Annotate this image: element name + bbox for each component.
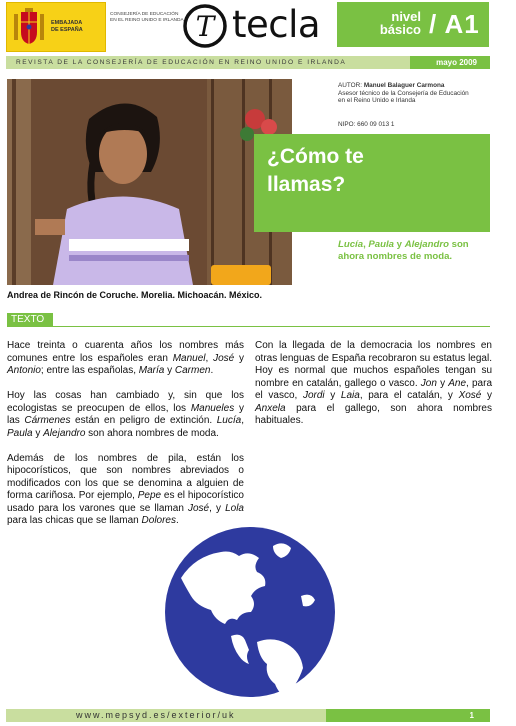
author-line: [338, 82, 490, 90]
level-badge: [337, 2, 489, 47]
coat-of-arms-icon: [12, 8, 46, 46]
name-run: Manueles: [190, 402, 235, 414]
author-name: Manuel Balaguer Carmona: [363, 82, 445, 89]
subtitle-separator-2: y: [394, 239, 405, 250]
name-run: Dolores: [141, 515, 176, 526]
level-word-2: básico: [379, 22, 421, 37]
paragraph-4: [255, 340, 492, 428]
text-run: Hace treinta o cuarenta años los nombres más comunes entre los españoles eran: [7, 340, 244, 364]
section-divider: [53, 326, 490, 327]
embassy-line-1: EMBAJADA: [51, 20, 83, 26]
level-word-1: nivel: [391, 9, 421, 24]
embassy-name: [51, 20, 105, 34]
name-run: Lola: [225, 502, 244, 514]
text-run: es el hipocorístico usado para los varones que se llaman: [7, 490, 244, 514]
text-run: y: [436, 377, 449, 389]
text-run: son ahora nombres de moda.: [85, 427, 219, 439]
body-column-left: [7, 340, 244, 540]
text-run: y: [324, 390, 341, 401]
article-subtitle: [338, 239, 490, 263]
tecla-logo-letter: T: [195, 10, 215, 43]
text-run: para el gallego, son ahora nombres habituales.: [255, 402, 492, 426]
text-run: ,: [241, 415, 244, 426]
text-run: están en peligro de extinción.: [70, 415, 217, 426]
issue-date: mayo 2009: [410, 56, 490, 69]
name-run: José: [187, 502, 210, 514]
text-run: Hoy las cosas han cambiado y, sin que los ecologistas se preocupen de ellos, los: [7, 390, 244, 414]
paragraph-1: [7, 340, 244, 378]
level-code: / A1: [429, 9, 480, 39]
name-run: Alejandro: [43, 427, 86, 439]
subtitle-rest: son ahora nombres de moda.: [338, 239, 469, 262]
consejeria-line-1: CONSEJERÍA DE EDUCACIÓN: [110, 12, 179, 17]
name-run: Lucía: [216, 415, 242, 426]
level-label: [377, 10, 421, 36]
name-run: Anxela: [255, 402, 286, 414]
globe-icon: [161, 526, 339, 698]
text-run: , para el catalán, y: [359, 390, 459, 401]
page-number: 1: [326, 709, 490, 722]
text-run: y las: [7, 402, 244, 426]
article-title-line-2: llamas?: [267, 173, 346, 196]
consejeria-line-2: EN EL REINO UNIDO E IRLANDA: [110, 18, 184, 23]
magazine-name: tecla: [232, 3, 321, 46]
author-block: [338, 82, 490, 105]
name-run: Carmen: [174, 365, 211, 376]
text-run: , y: [209, 502, 226, 514]
name-run: María: [138, 365, 165, 376]
name-run: Jordi: [302, 390, 325, 401]
tagline-strip: [6, 56, 490, 69]
body-column-right: [255, 340, 492, 440]
name-run: Xosé: [458, 390, 482, 401]
text-run: y: [164, 365, 175, 376]
tecla-logo-icon: [182, 3, 228, 49]
text-run: y: [481, 390, 492, 401]
name-run: Laia: [340, 390, 360, 401]
article-title-line-1: ¿Cómo te: [267, 145, 364, 168]
subtitle-name-2: Paula: [368, 239, 395, 250]
text-run: , para el vasco,: [255, 377, 493, 401]
consejeria-name: [110, 12, 188, 24]
footer-url[interactable]: www.mepsyd.es/exterior/uk: [76, 710, 236, 720]
text-run: .: [176, 515, 179, 526]
author-role-line-2: en el Reino Unido e Irlanda: [338, 97, 416, 104]
name-run: Pepe: [137, 490, 162, 501]
subtitle-name-1: Lucía: [338, 239, 364, 250]
author-role-line-1: Asesor técnico de la Consejería de Educación: [338, 89, 469, 97]
text-run: ,: [205, 352, 214, 364]
footer-bar: [6, 709, 490, 722]
text-run: y: [234, 352, 245, 364]
text-run: Con la llegada de la democracia los nombres en otras lenguas de España recobraron su estatus legal. Hoy es normal que muchos españoles tengan su nombre en catalán, gallego o vasco.: [255, 340, 492, 389]
embassy-logo: [6, 2, 106, 52]
embassy-line-2: DE ESPAÑA: [51, 27, 83, 33]
text-run: y: [32, 427, 44, 439]
section-label: TEXTO: [7, 313, 53, 327]
text-run: Además de los nombres de pila, están los hipocorísticos, que son nombres abreviados o modificados con los que se denomina a alguien de forma cariñosa. Por ejemplo,: [7, 452, 244, 501]
photo-caption: Andrea de Rincón de Coruche. Morelia. Michoacán. México.: [7, 290, 263, 300]
name-run: Paula: [7, 427, 33, 439]
name-run: José: [213, 352, 235, 364]
subtitle-name-3: Alejandro: [404, 239, 449, 250]
tagline: REVISTA DE LA CONSEJERÍA DE EDUCACIÓN EN REINO UNIDO E IRLANDA: [16, 59, 347, 66]
nipo-code: NIPO: 660 09 013 1: [338, 121, 395, 128]
author-label: AUTOR:: [338, 82, 363, 89]
paragraph-3: [7, 453, 244, 528]
subtitle-separator-1: ,: [363, 239, 369, 250]
name-run: Ane: [448, 377, 467, 389]
text-run: para las chicas que se llaman: [7, 515, 142, 526]
girl-photo: [7, 79, 292, 285]
text-run: ; entre las españolas,: [40, 365, 139, 376]
paragraph-2: [7, 390, 244, 440]
name-run: Antonio: [7, 365, 41, 376]
name-run: Jon: [420, 377, 437, 389]
text-run: .: [210, 365, 214, 376]
article-title: [267, 143, 467, 199]
name-run: Cármenes: [24, 415, 71, 426]
name-run: Manuel: [172, 352, 206, 364]
article-title-box: [254, 134, 490, 232]
